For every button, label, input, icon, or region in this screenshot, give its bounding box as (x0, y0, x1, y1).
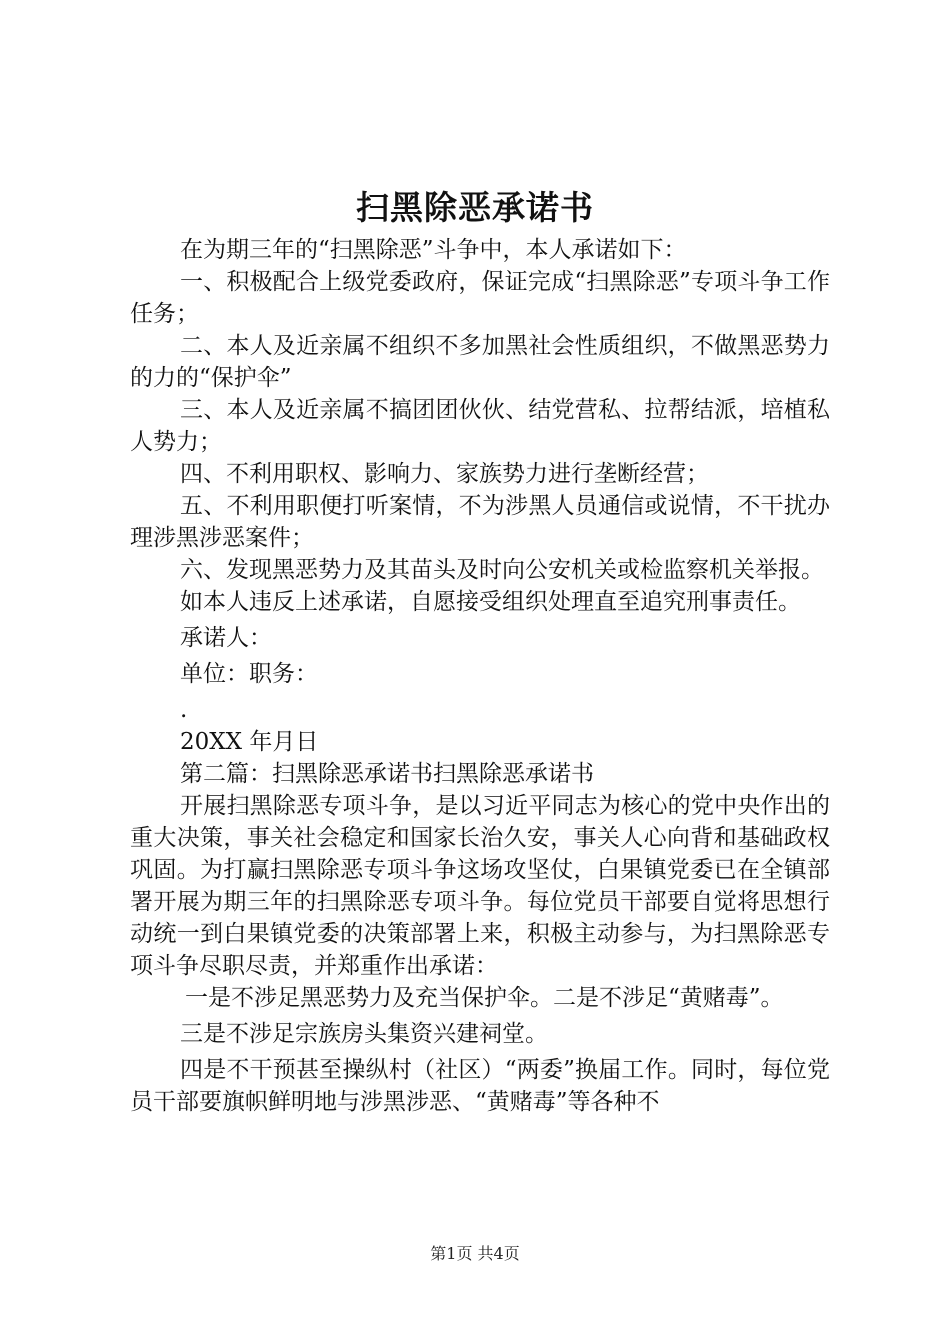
page-number-footer: 第1页 共4页 (430, 1244, 520, 1263)
paragraph-item-1: 一、积极配合上级党委政府，保证完成“扫黑除恶”专项斗争工作任务； (130, 269, 830, 327)
second-chapter-heading: 第二篇：扫黑除恶承诺书扫黑除恶承诺书 (180, 761, 594, 787)
paragraph-commitment-1-2: 一是不涉足黑恶势力及充当保护伞。二是不涉足“黄赌毒”。 (185, 985, 784, 1011)
document-body (130, 234, 830, 1118)
unit-position-label: 单位：职务： (180, 661, 318, 687)
signer-label: 承诺人： (180, 625, 272, 651)
dot-line: . (180, 697, 188, 723)
paragraph-item-2: 二、本人及近亲属不组织不多加黑社会性质组织，不做黑恶势力的力的“保护伞” (130, 333, 830, 391)
paragraph-item-5: 五、不利用职便打听案情，不为涉黑人员通信或说情，不干扰办理涉黑涉恶案件； (130, 493, 830, 551)
paragraph-commitment-3: 三是不涉足宗族房头集资兴建祠堂。 (180, 1021, 548, 1047)
paragraph-violation: 如本人违反上述承诺，自愿接受组织处理直至追究刑事责任。 (180, 589, 801, 615)
paragraph-item-4: 四、不利用职权、影响力、家族势力进行垄断经营； (180, 461, 709, 487)
paragraph-item-6: 六、发现黑恶势力及其苗头及时向公安机关或检监察机关举报。 (180, 557, 824, 583)
date-line: 20XX 年月日 (180, 729, 319, 755)
document-title: 扫黑除恶承诺书 (356, 188, 594, 227)
paragraph-commitment-4: 四是不干预甚至操纵村（社区）“两委”换届工作。同时，每位党员干部要旗帜鲜明地与涉黑涉恶、“黄赌毒”等各种不 (130, 1057, 830, 1115)
paragraph-item-3: 三、本人及近亲属不搞团团伙伙、结党营私、拉帮结派，培植私人势力； (130, 397, 830, 455)
paragraph-second-intro: 开展扫黑除恶专项斗争，是以习近平同志为核心的党中央作出的重大决策，事关社会稳定和国家长治久安，事关人心向背和基础政权巩固。为打赢扫黑除恶专项斗争这场攻坚仗，白果镇党委已在全镇部署开展为期三年的扫黑除恶专项斗争。每位党员干部要自觉将思想行动统一到白果镇党委的决策部署上来，积极主动参与，为扫黑除恶专项斗争尽职尽责，并郑重作出承诺： (130, 793, 830, 979)
paragraph-intro: 在为期三年的“扫黑除恶”斗争中，本人承诺如下： (180, 237, 687, 263)
